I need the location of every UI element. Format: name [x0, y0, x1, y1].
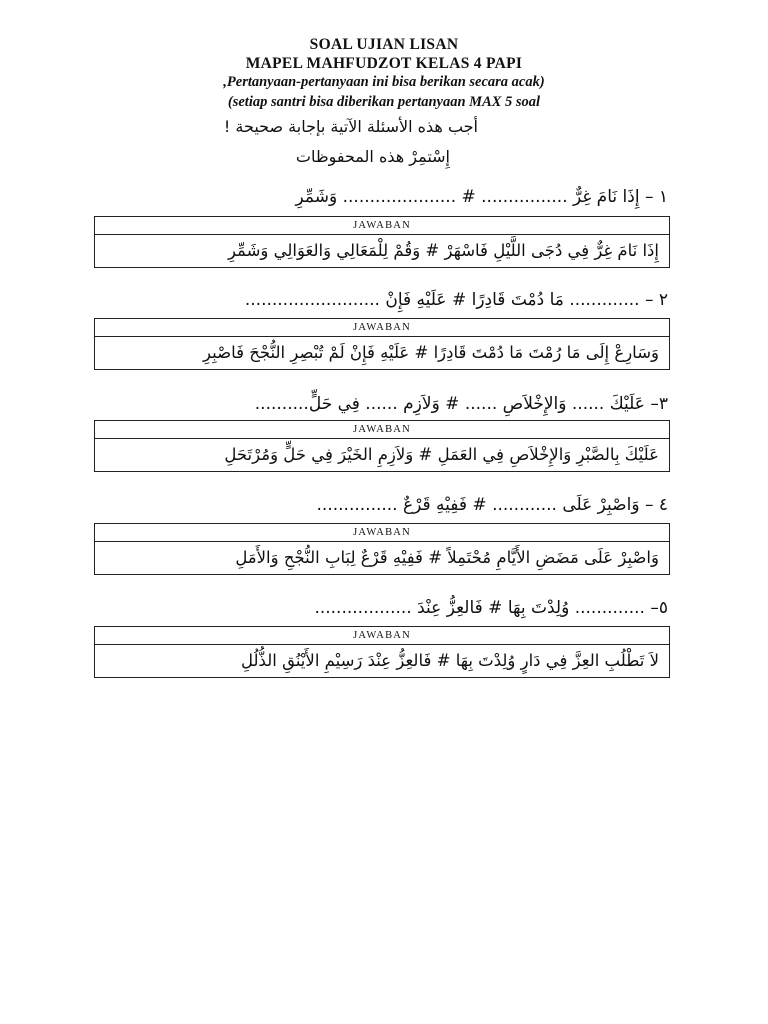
answer-label: JAWABAN — [95, 524, 669, 542]
instruction-continue: إِسْتمِرْ هذه المحفوظات — [295, 147, 450, 166]
answer-box-4 — [94, 523, 670, 575]
answer-text: عَلَيْكَ بِالصَّبْرِ وَالإِخْلاَصِ فِي العَمَلِ # وَلاَزِمِ الخَيْرَ فِي حَلٍّ وَمُرْتَحَلِ — [224, 445, 659, 464]
question-1-prompt: ١ – إِذَا نَامَ غِرٌّ ................ # ..................... وَشَمِّرِ — [295, 187, 668, 207]
question-4-prompt: ٤ – وَاصْبِرْ عَلَى ............ # فَفِيْهِ قَرْعٌ ............... — [316, 495, 668, 515]
instruction-answer: أجب هذه الأسئلة الآتية بإجابة صحيحة ! — [223, 117, 478, 136]
question-2-prompt: ٢ – ............. مَا دُمْتَ قَادِرًا # عَلَيْهِ فَإِنْ ......................... — [244, 290, 668, 310]
answer-text: لاَ تَطْلُبِ العِزَّ فِي دَارٍ وُلِدْتَ بِهَا # فَالعِزُّ عِنْدَ رَسِيْمِ الأَيْنُقِ الذُّلُلِ — [241, 651, 659, 670]
answer-text: إِذَا نَامَ غِرٌّ فِي دُجَى اللَّيْلِ فَاسْهَرْ # وَقُمْ لِلْمَعَالِي وَالعَوَالِي وَشَمِّرِ — [227, 241, 659, 260]
answer-label: JAWABAN — [95, 217, 669, 235]
answer-label: JAWABAN — [95, 627, 669, 645]
question-5-prompt: ٥– ............. وُلِدْتَ بِهَا # فَالعِزُّ عِنْدَ .................. — [314, 598, 668, 618]
answer-label: JAWABAN — [95, 421, 669, 439]
document-title: SOAL UJIAN LISAN — [309, 36, 459, 53]
answer-label: JAWABAN — [95, 319, 669, 337]
answer-box-2 — [94, 318, 670, 370]
note-max-questions: (setiap santri bisa diberikan pertanyaan MAX 5 soal — [227, 94, 541, 110]
answer-box-1 — [94, 216, 670, 268]
document-subtitle: MAPEL MAHFUDZOT KELAS 4 PAPI — [245, 55, 523, 72]
answer-box-5 — [94, 626, 670, 678]
answer-text: وَاصْبِرْ عَلَى مَضَضِ الأَيَّامِ مُحْتَمِلاً # فَفِيْهِ قَرْعٌ لِبَابِ النُّجْحِ وَالأَمَلِ — [235, 548, 659, 567]
answer-box-3 — [94, 420, 670, 472]
question-3-prompt: ٣– عَلَيْكَ ...... وَالإِخْلاَصِ ...... # وَلاَزِم ...... فِي حَلٍّ.......... — [254, 394, 668, 414]
note-random-order: ,Pertanyaan-pertanyaan ini bisa berikan secara acak) — [223, 74, 545, 90]
answer-text: وَسَارِعْ إِلَى مَا رُمْتَ مَا دُمْتَ قَادِرًا # عَلَيْهِ فَإِنْ لَمْ تُبْصِرِ النُّجْحَ فَاصْبِرِ — [202, 343, 659, 362]
